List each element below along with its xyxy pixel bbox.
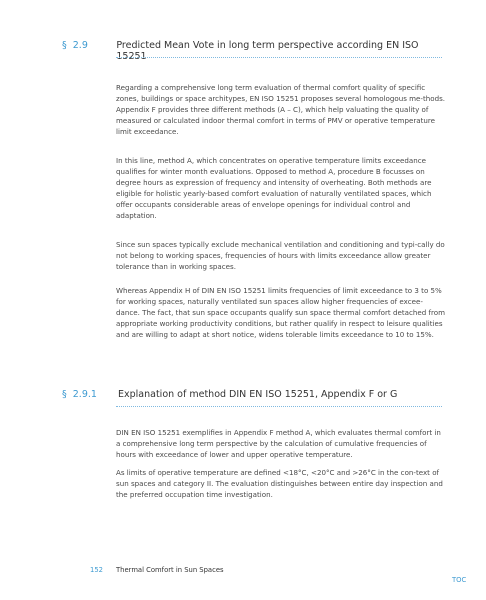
body-paragraph: Since sun spaces typically exclude mechanical ventilation and conditioning and typi-cally do not belong to working spaces, frequencies of hours with limits exceedance allow greater tolerance than in working spaces. — [116, 240, 445, 271]
section-title: Predicted Mean Vote in long term perspective according EN ISO 15251 — [116, 40, 419, 62]
body-paragraph: In this line, method A, which concentrates on operative temperature limits exceedance qualifies for winter month evaluations. Opposed to method A, procedure B focusses on degree hours as expression of frequency and intensity of overheating. Both methods are eligible for holistic yearly-based comfort evaluation of naturally ventilated spaces, which offer occupants considerable areas of envelope openings for individual control and adaptation. — [116, 156, 432, 220]
section-number: § 2.9.1 — [62, 389, 97, 400]
section-number: § 2.9 — [62, 40, 88, 51]
body-paragraph: Whereas Appendix H of DIN EN ISO 15251 limits frequencies of limit exceedance to 3 to 5% for working spaces, naturally ventilated sun spaces allow higher frequencies of excee-dance. The fact, that sun space occupants qualify sun space thermal comfort detached from appropriate working productivity conditions, but rather qualify in respect to leisure qualities and are willing to adapt at short notice, widens tolerable limits exceedance to 10 to 15%. — [116, 286, 445, 339]
page-number: 152 — [90, 566, 103, 574]
body-paragraph: DIN EN ISO 15251 exemplifies in Appendix F method A, which evaluates thermal comfort in a comprehensive long term perspective by the calculation of cumulative frequencies of hours with exceedance of lower and upper operative temperature. — [116, 428, 441, 459]
section-title: Explanation of method DIN EN ISO 15251, Appendix F or G — [118, 389, 398, 400]
section-heading-2-9-1 — [62, 389, 442, 400]
body-paragraph: Regarding a comprehensive long term evaluation of thermal comfort quality of specific zones, buildings or space architypes, EN ISO 15251 proposes several homologous me-thods. Appendix F provides three different methods (A – C), which help valuating the quality of measured or calculated indoor thermal comfort in terms of PMV or operative temperature limit exceedance. — [116, 83, 446, 136]
section-heading-2-9 — [62, 40, 442, 62]
heading-divider — [116, 57, 442, 58]
footer-title: Thermal Comfort in Sun Spaces — [116, 566, 224, 574]
heading-divider — [116, 406, 442, 407]
body-paragraph: As limits of operative temperature are defined <18°C, <20°C and >26°C in the con-text of sun spaces and category II. The evaluation distinguishes between entire day inspection and the preferred occupation time investigation. — [116, 468, 443, 499]
toc-link[interactable]: TOC — [452, 576, 467, 584]
